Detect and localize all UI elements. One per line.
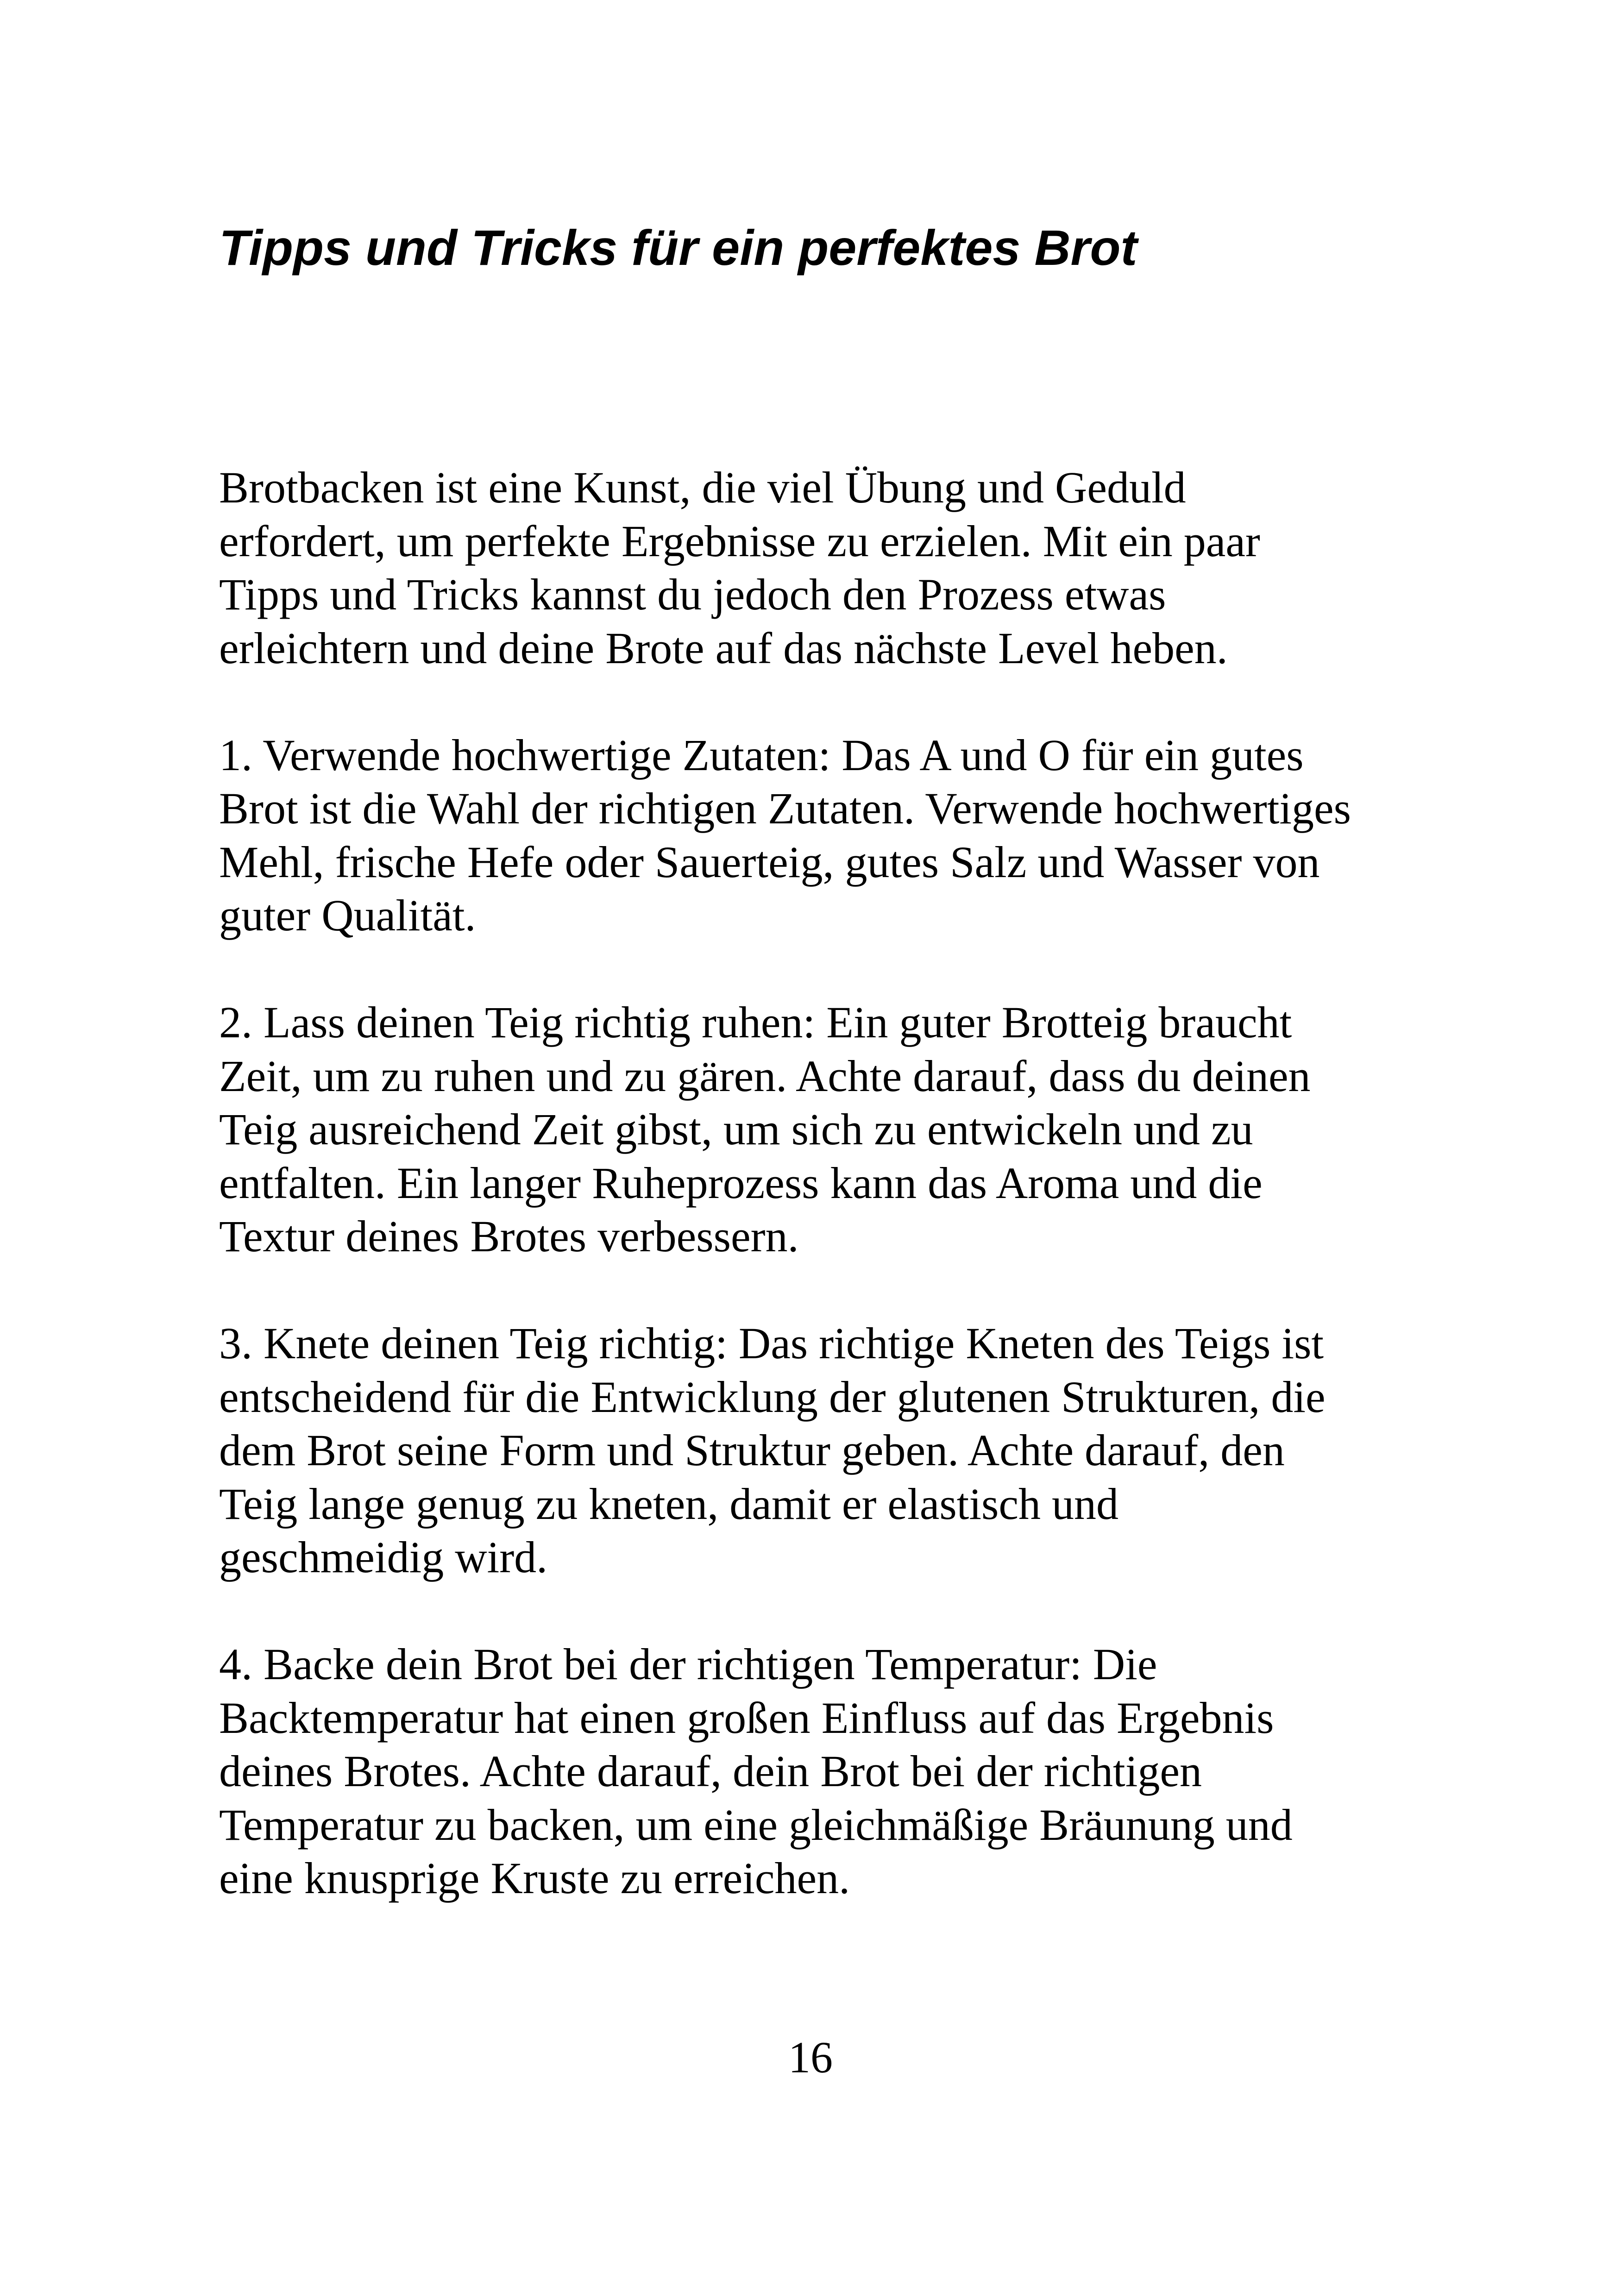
paragraph-tip-3 — [219, 1317, 1446, 1584]
text-line: Zeit, um zu ruhen und zu gären. Achte darauf, dass du deinen — [219, 1051, 1311, 1101]
text-line: erfordert, um perfekte Ergebnisse zu erzielen. Mit ein paar — [219, 516, 1260, 566]
paragraph-tip-1 — [219, 728, 1446, 942]
paragraph-tip-4 — [219, 1637, 1446, 1905]
text-line: Tipps und Tricks kannst du jedoch den Prozess etwas — [219, 570, 1166, 619]
text-line: eine knusprige Kruste zu erreichen. — [219, 1853, 850, 1903]
text-line: erleichtern und deine Brote auf das nächste Level heben. — [219, 623, 1228, 673]
text-line: 4. Backe dein Brot bei der richtigen Temperatur: Die — [219, 1639, 1157, 1689]
text-line: Teig ausreichend Zeit gibst, um sich zu entwickeln und zu — [219, 1104, 1253, 1154]
text-line: Mehl, frische Hefe oder Sauerteig, gutes Salz und Wasser von — [219, 837, 1320, 887]
text-line: dem Brot seine Form und Struktur geben. Achte darauf, den — [219, 1425, 1285, 1475]
page-heading: Tipps und Tricks für ein perfektes Brot — [219, 220, 1137, 276]
text-line: Textur deines Brotes verbessern. — [219, 1211, 799, 1261]
text-line: Brotbacken ist eine Kunst, die viel Übung und Geduld — [219, 463, 1186, 512]
text-line: Backtemperatur hat einen großen Einfluss auf das Ergebnis — [219, 1693, 1274, 1743]
text-line: 2. Lass deinen Teig richtig ruhen: Ein guter Brotteig braucht — [219, 997, 1292, 1047]
text-line: guter Qualität. — [219, 891, 476, 940]
text-line: 3. Knete deinen Teig richtig: Das richtige Kneten des Teigs ist — [219, 1318, 1324, 1368]
text-line: entfalten. Ein langer Ruheprozess kann das Aroma und die — [219, 1158, 1263, 1208]
paragraph-intro — [219, 461, 1446, 675]
text-line: entscheidend für die Entwicklung der glutenen Strukturen, die — [219, 1372, 1326, 1422]
text-line: Brot ist die Wahl der richtigen Zutaten. Verwende hochwertiges — [219, 784, 1351, 833]
text-line: deines Brotes. Achte darauf, dein Brot bei der richtigen — [219, 1746, 1202, 1796]
body-text — [219, 461, 1446, 1905]
text-line: Teig lange genug zu kneten, damit er elastisch und — [219, 1479, 1118, 1529]
text-line: Temperatur zu backen, um eine gleichmäßige Bräunung und — [219, 1800, 1293, 1850]
paragraph-tip-2 — [219, 996, 1446, 1263]
text-line: 1. Verwende hochwertige Zutaten: Das A und O für ein gutes — [219, 730, 1304, 780]
text-line: geschmeidig wird. — [219, 1532, 548, 1582]
page-number: 16 — [788, 2033, 833, 2082]
